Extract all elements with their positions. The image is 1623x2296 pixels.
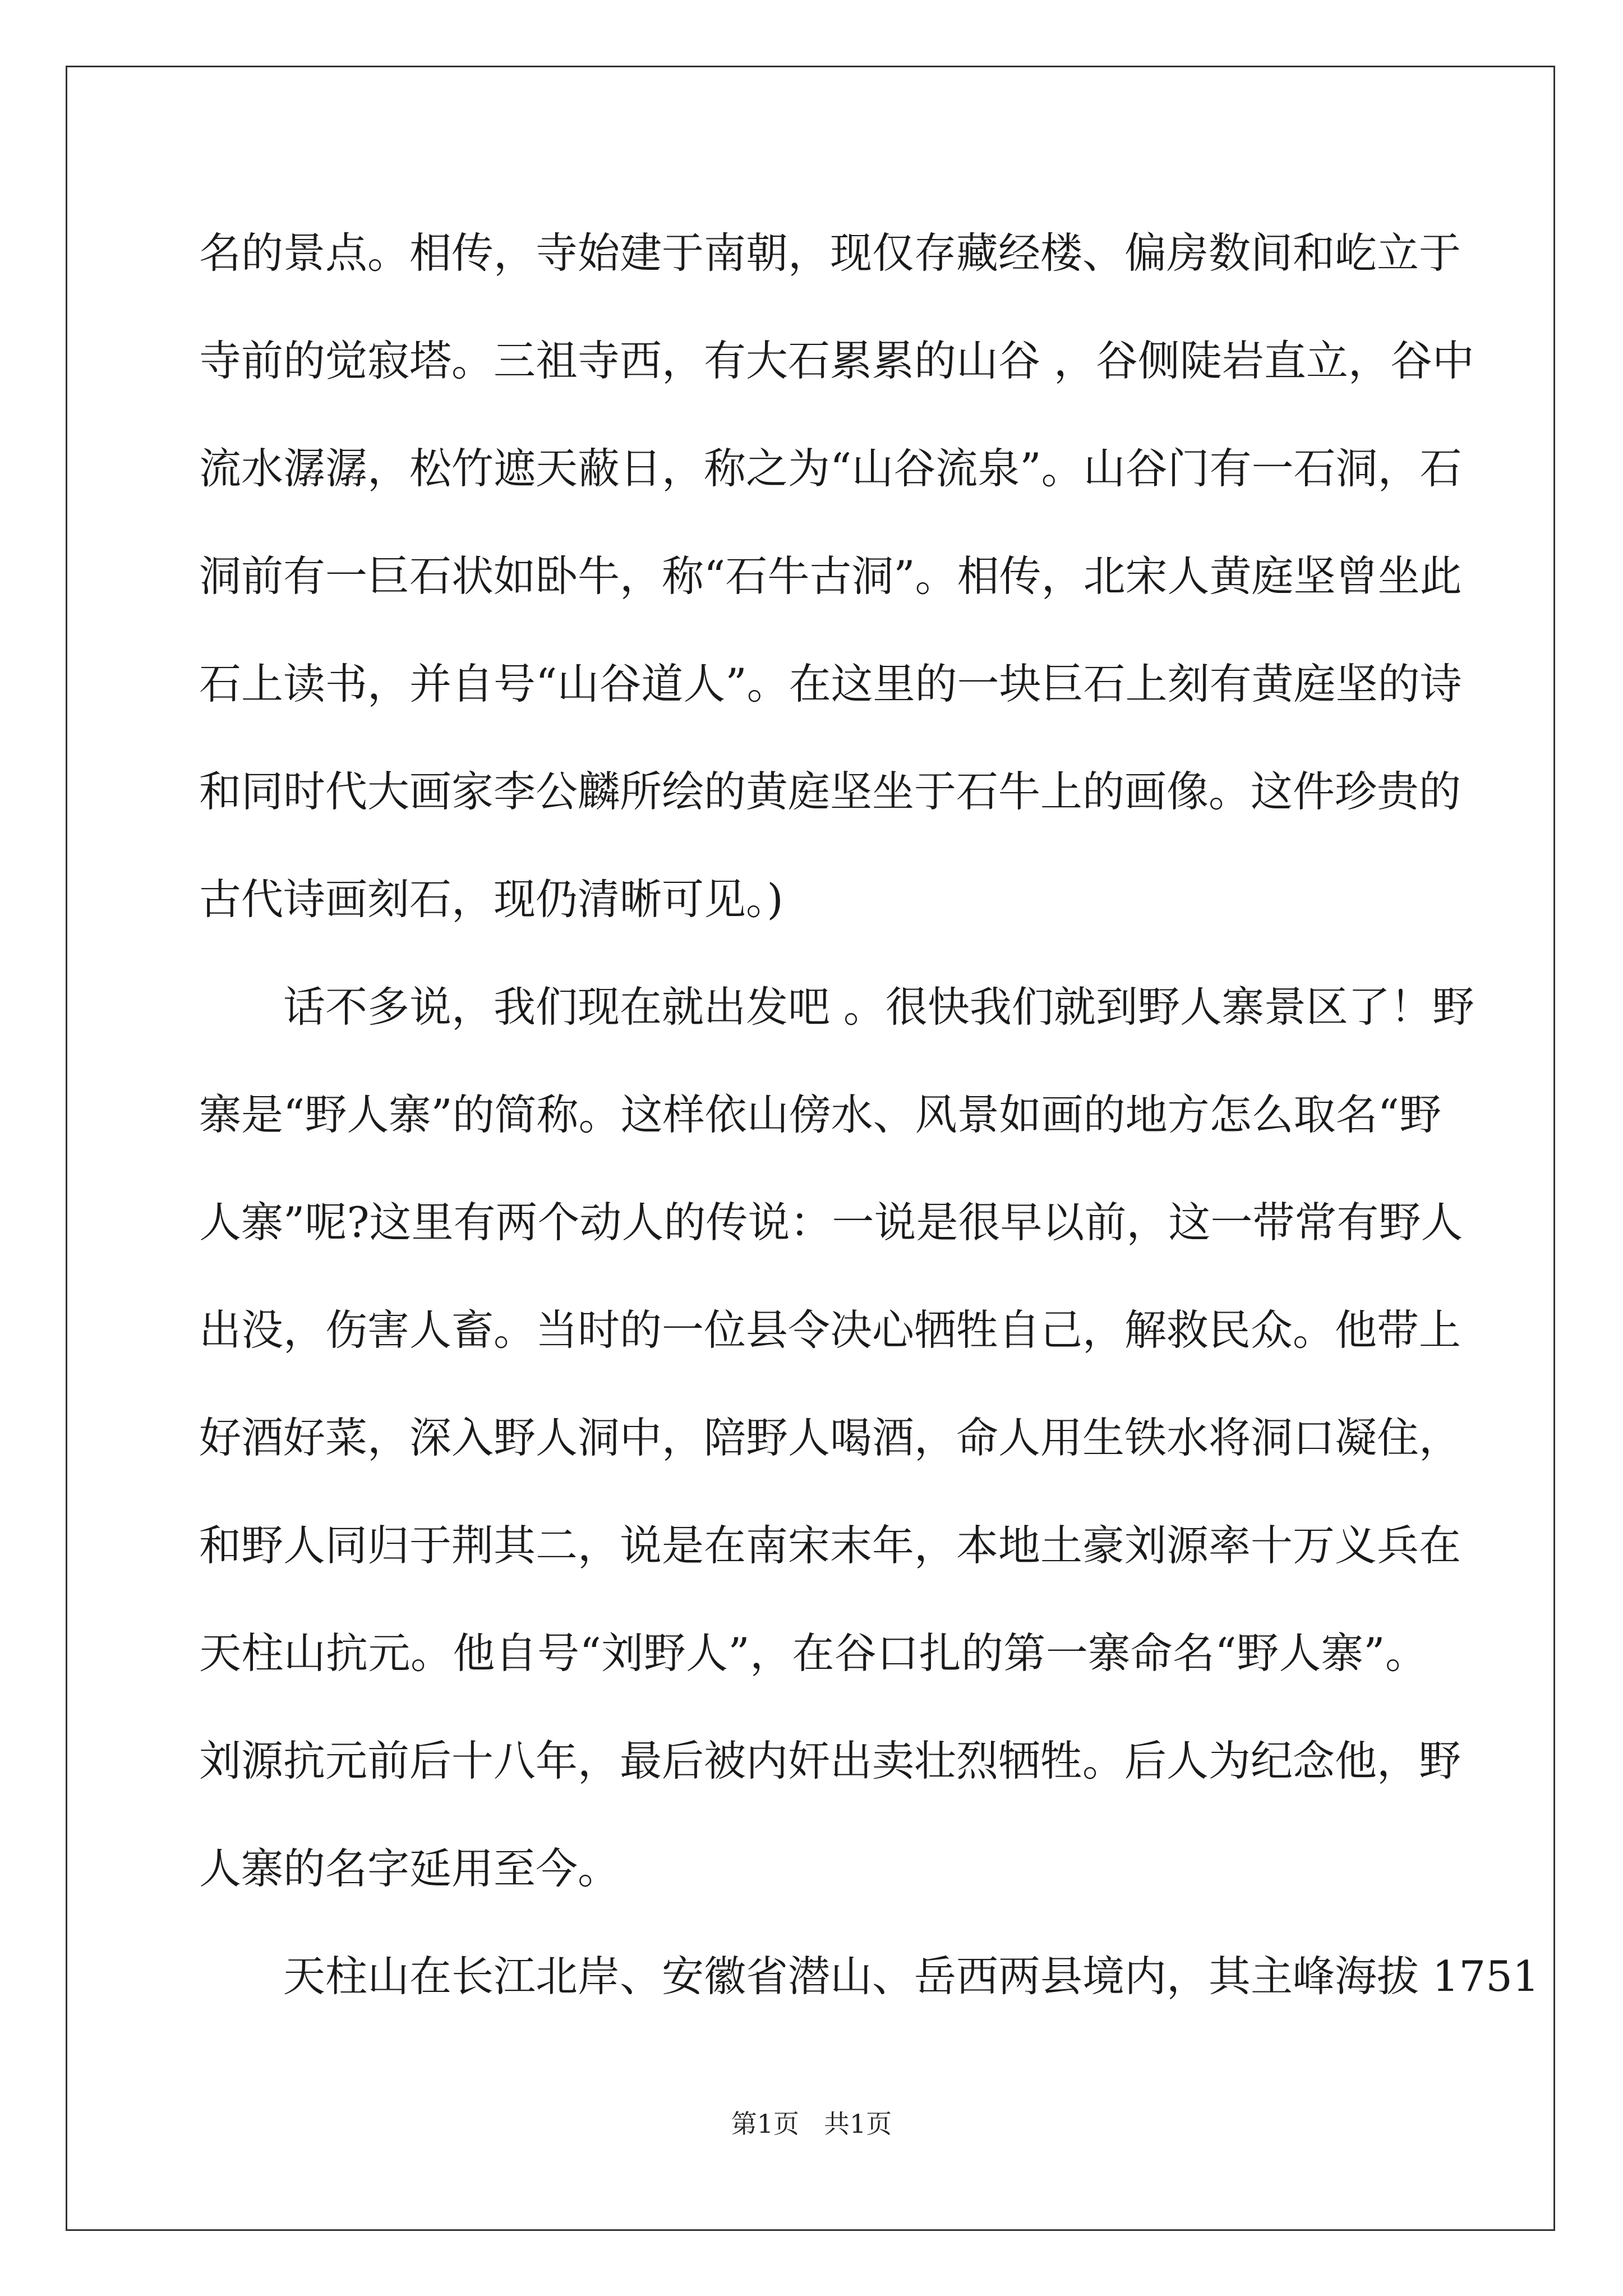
- page-footer: [0, 2107, 1623, 2141]
- text-line: 流水潺潺，松竹遮天蔽日，称之为“山谷流泉”。山谷门有一石洞，石: [199, 444, 1462, 493]
- body-text: [199, 199, 1539, 2030]
- text-line: 寺前的觉寂塔。三祖寺西，有大石累累的山谷 ，谷侧陡岩直立，谷中: [199, 336, 1474, 385]
- page-number: 第1页: [731, 2109, 800, 2139]
- text-line: 话不多说，我们现在就出发吧 。很快我们就到野人寨景区了！野: [283, 982, 1474, 1032]
- text-line: 寨是“野人寨”的简称。这样依山傍水、风景如画的地方怎么取名“野: [199, 1090, 1442, 1139]
- text-line: 和野人同归于荆其二，说是在南宋末年，本地土豪刘源率十万义兵在: [199, 1521, 1461, 1570]
- text-line: 名的景点。相传，寺始建于南朝，现仅存藏经楼、偏房数间和屹立于: [199, 228, 1461, 278]
- text-line: 洞前有一巨石状如卧牛，称“石牛古洞”。相传，北宋人黄庭坚曾坐此: [199, 551, 1462, 601]
- text-line: 石上读书，并自号“山谷道人”。在这里的一块巨石上刻有黄庭坚的诗: [199, 659, 1462, 708]
- text-line: 古代诗画刻石，现仍清晰可见。): [199, 875, 783, 924]
- text-line: 人寨”呢?这里有两个动人的传说：一说是很早以前，这一带常有野人: [199, 1198, 1463, 1247]
- page-total: 共1页: [823, 2109, 892, 2139]
- text-line: 和同时代大画家李公麟所绘的黄庭坚坐于石牛上的画像。这件珍贵的: [199, 767, 1461, 816]
- text-line: 好酒好菜，深入野人洞中，陪野人喝酒，命人用生铁水将洞口凝住，: [199, 1413, 1461, 1462]
- text-line: 天柱山在长江北岸、安徽省潜山、岳西两县境内，其主峰海拔 1751: [283, 1952, 1539, 2001]
- text-line: 刘源抗元前后十八年，最后被内奸出卖壮烈牺牲。后人为纪念他，野: [199, 1736, 1461, 1786]
- text-line: 出没，伤害人畜。当时的一位县令决心牺牲自己，解救民众。他带上: [199, 1305, 1461, 1355]
- text-line: 天柱山抗元。他自号“刘野人”，在谷口扎的第一寨命名“野人寨”。: [199, 1628, 1427, 1678]
- text-line: 人寨的名字延用至今。: [199, 1844, 620, 1893]
